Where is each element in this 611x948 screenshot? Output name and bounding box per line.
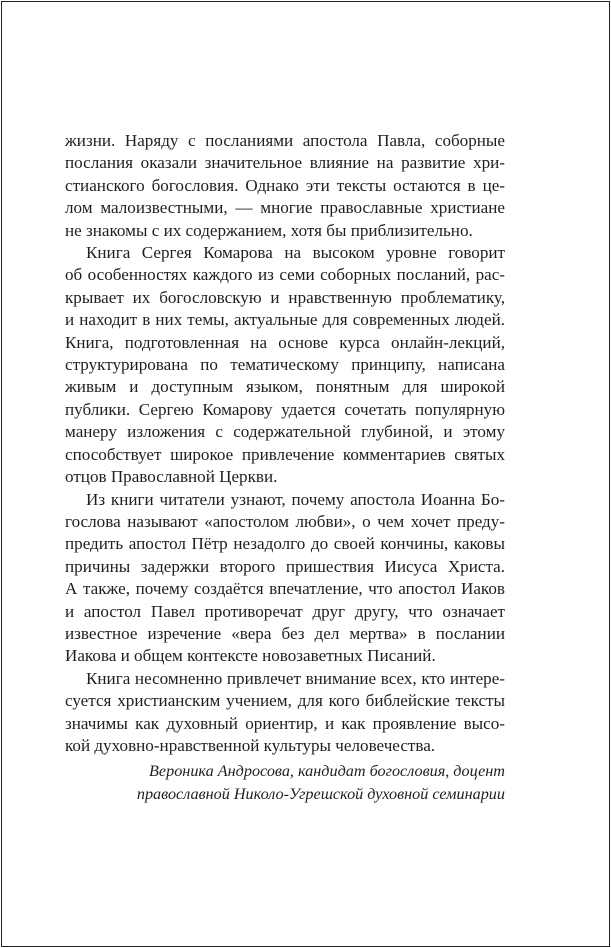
text-line: Книга несомненно привлечет внимание всех, кто интере- [86,668,505,688]
text-line: об особенностях каждого из семи соборных посланий, рас- [65,265,505,285]
signature-name-line: Вероника Андросова, кандидат богословия, доцент [149,762,505,781]
text-line: способствует широкое привлечение комментариев святых [65,444,505,464]
paragraph-3 [65,489,505,668]
text-line: значимы как духовный ориентир, и как проявление высо- [65,713,505,733]
text-line: не знакомы с их содержанием, хотя бы приблизительно. [65,220,473,240]
text-line: жизни. Наряду с посланиями апостола Павла, соборные [65,131,505,150]
text-line: отцов Православной Церкви. [65,467,278,487]
text-line: и апостол Павел противоречат друг другу, что означает [65,601,505,621]
text-line: структурирована по тематическому принципу, написана [65,355,505,375]
text-line: Книга Сергея Комарова на высоком уровне говорит [86,243,505,263]
text-line: лом малоизвестными, — многие православные христиане [65,198,505,218]
text-line: А также, почему создаётся впечатление, что апостол Иаков [65,579,505,599]
text-block [65,130,505,805]
text-line: Книга, подготовленная на основе курса онлайн-лекций, [65,332,505,352]
text-line: живым и доступным языком, понятным для широкой [65,377,505,397]
text-line: предить апостол Пётр незадолго до своей кончины, каковы [65,534,505,554]
paragraph-2 [65,242,505,488]
text-line: кой духовно-нравственной культуры человечества. [65,735,436,755]
text-line: манеру изложения с содержательной глубиной, и этому [65,422,505,442]
signature-affiliation-line: православной Николо-Угрешской духовной семинарии [136,784,505,803]
paragraph-1 [65,130,505,242]
text-line: Иакова и общем контексте новозаветных Писаний. [65,646,436,666]
text-line: и находит в них темы, актуальные для современных людей. [65,310,505,330]
text-line: стианского богословия. Однако эти тексты остаются в це- [65,175,505,195]
text-line: известное изречение «вера без дел мертва» в послании [65,623,505,643]
text-line: суется христианским учением, для кого библейские тексты [65,691,505,711]
text-line: послания оказали значительное влияние на развитие хри- [65,153,505,173]
paragraph-4 [65,668,505,758]
text-line: гослова называют «апостолом любви», о чем хочет преду- [65,511,505,531]
text-line: крывает их богословскую и нравственную проблематику, [65,287,505,307]
text-line: публики. Сергею Комарову удается сочетать популярную [65,399,505,419]
author-signature [65,760,505,805]
text-line: причины задержки второго пришествия Иисуса Христа. [65,556,505,576]
text-line: Из книги читатели узнают, почему апостола Иоанна Бо- [86,489,505,509]
